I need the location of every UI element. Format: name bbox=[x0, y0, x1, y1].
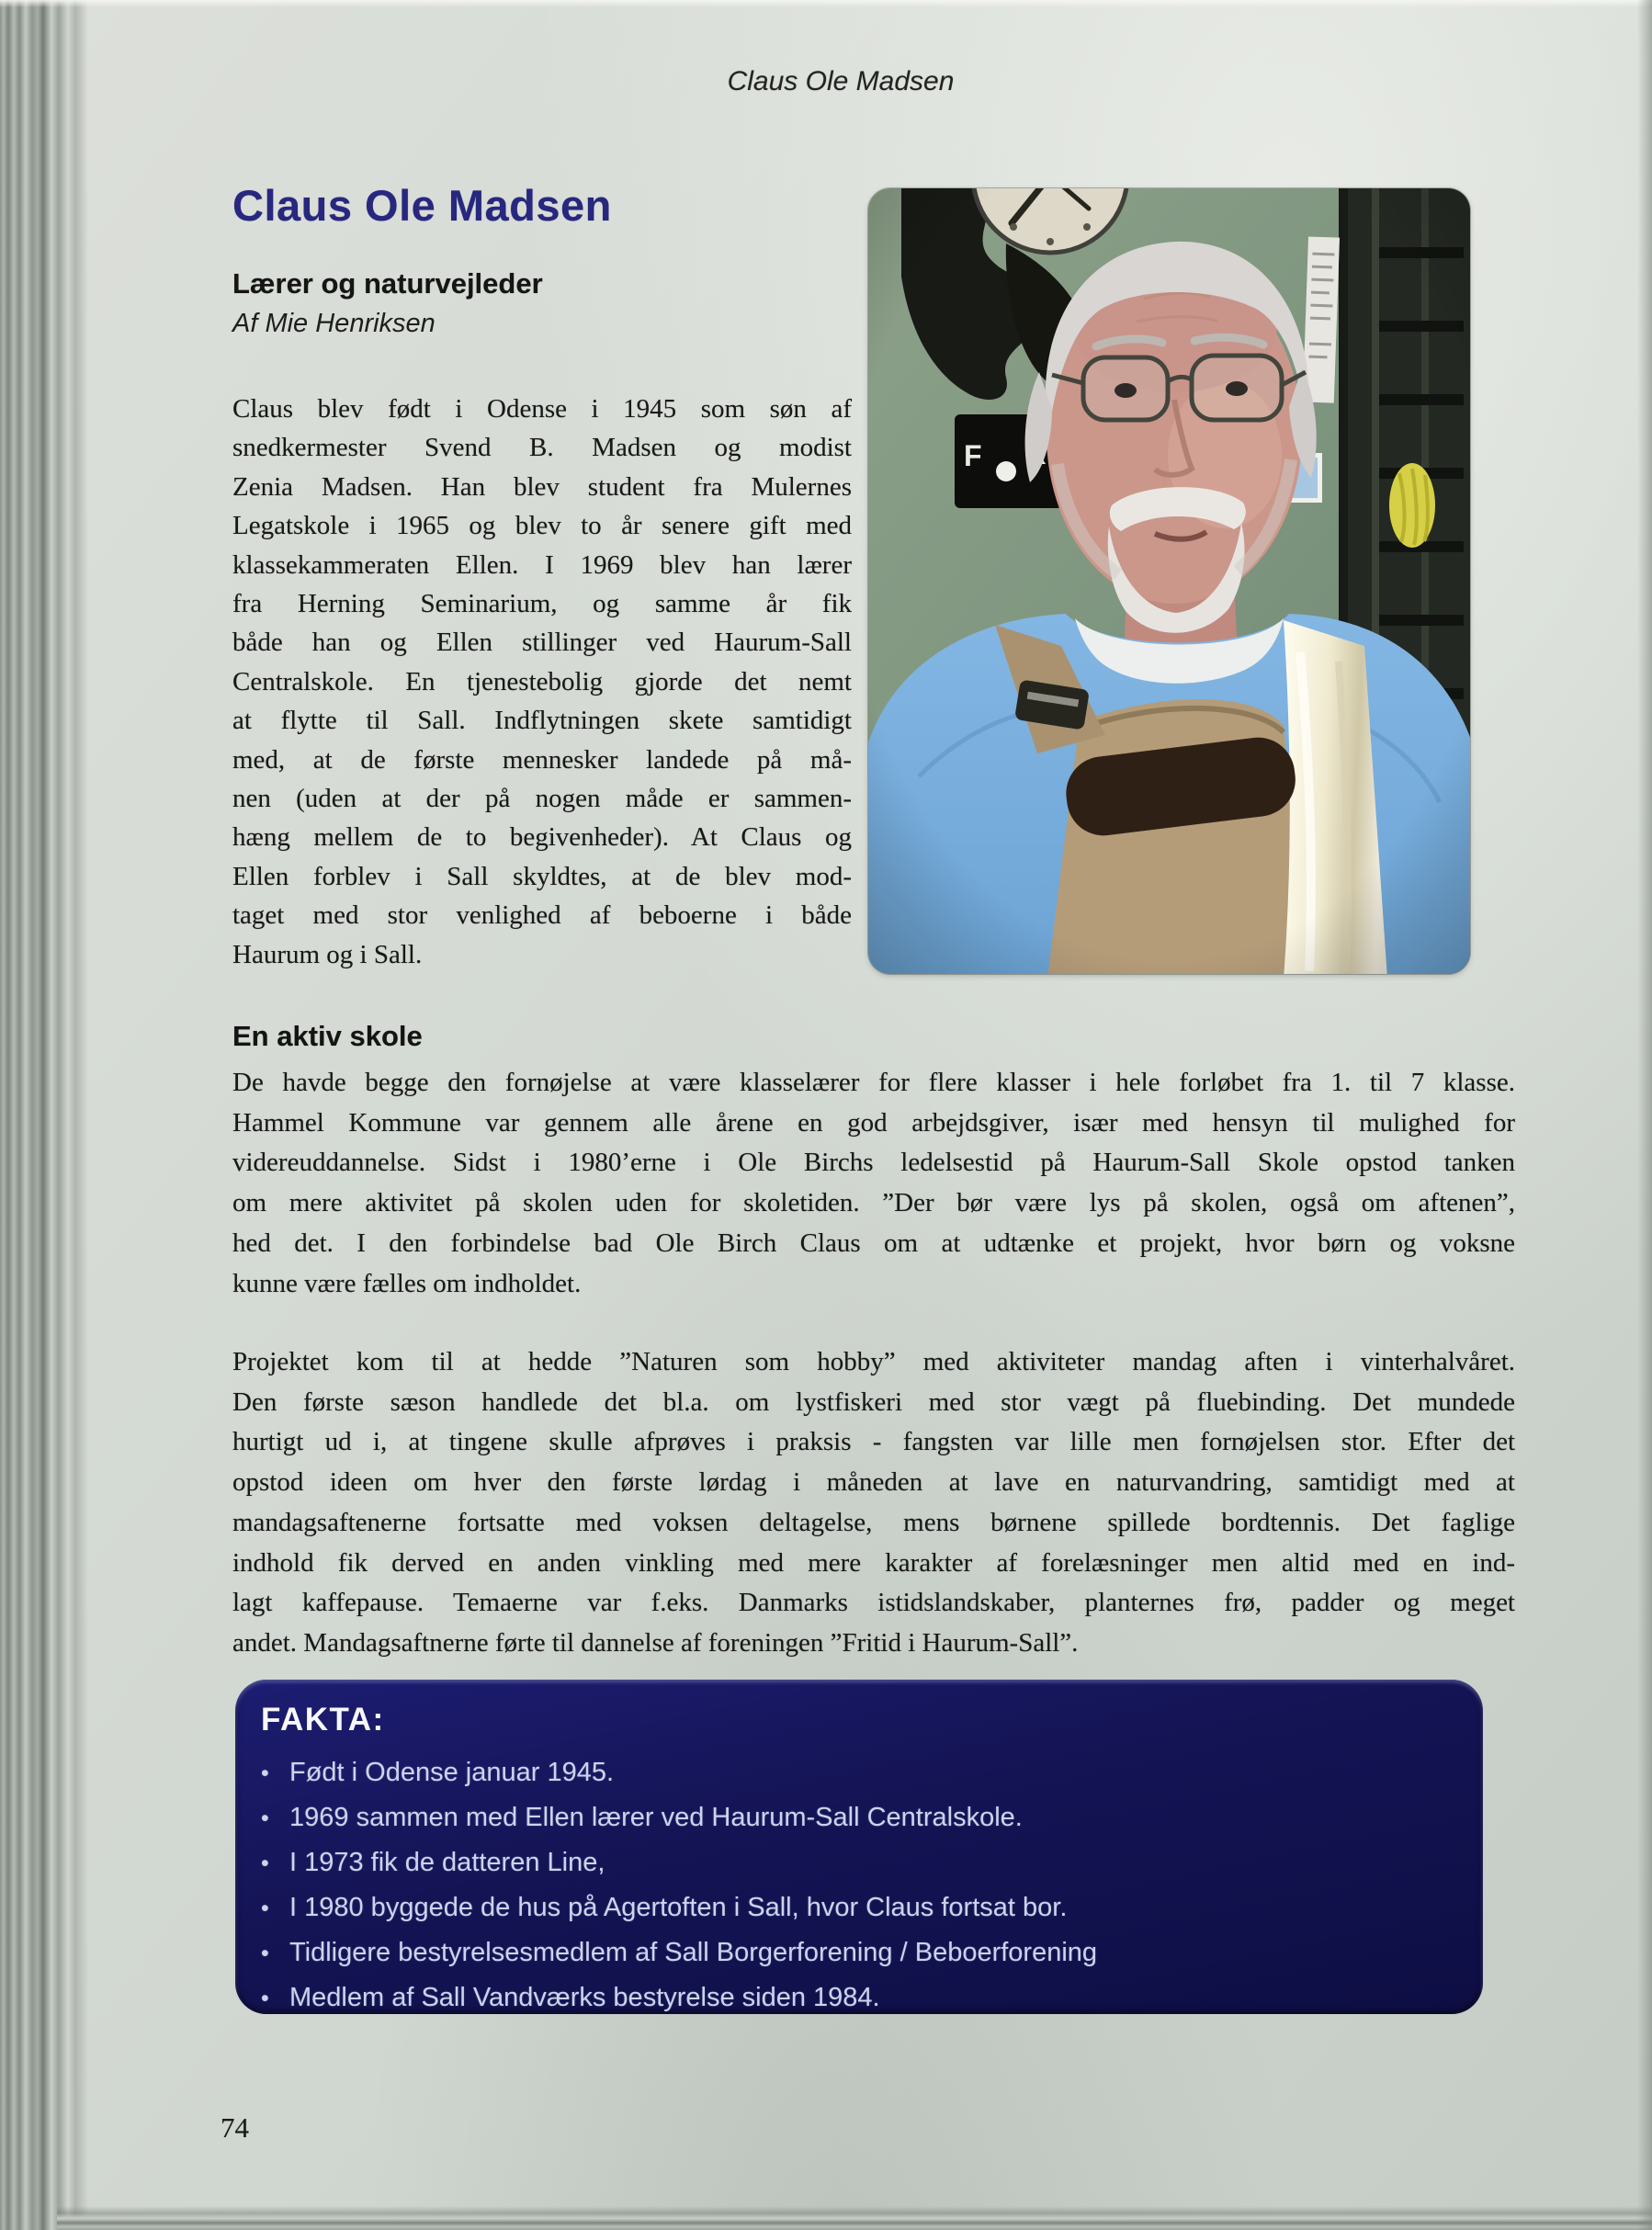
page-top-edge bbox=[0, 0, 1652, 7]
fakta-heading: FAKTA: bbox=[261, 1702, 385, 1738]
text-line: hurtigt ud i, at tingene skulle afprøves i praksis - fangsten var lille men fornøjelsen stor. Efter det bbox=[232, 1427, 1515, 1457]
text-line: Ellen forblev i Sall skyldtes, at de blev mod- bbox=[232, 861, 852, 891]
text-line: at flytte til Sall. Indflytningen skete samtidigt bbox=[232, 706, 852, 736]
binding-gutter bbox=[0, 0, 88, 2230]
fakta-item bbox=[261, 1750, 1446, 1795]
fakta-list bbox=[261, 1750, 1446, 2021]
article-title: Claus Ole Madsen bbox=[232, 181, 612, 230]
text-line: nen (uden at der på nogen måde er sammen- bbox=[232, 784, 852, 814]
text-line: både han og Ellen stillinger ved Haurum-Sall bbox=[232, 628, 852, 658]
text-line: lagt kaffepause. Temaerne var f.eks. Danmarks istidslandskaber, planternes frø, padder og meget bbox=[232, 1588, 1515, 1618]
bullet-icon: • bbox=[261, 1896, 269, 1921]
text-line: Projektet kom til at hedde ”Naturen som hobby” med aktiviteter mandag aften i vinterhalvåret. bbox=[232, 1347, 1515, 1376]
text-line: opstod ideen om hver den første lørdag i måneden at lave en naturvandring, samtidigt med at bbox=[232, 1467, 1515, 1498]
fakta-item bbox=[261, 1975, 1446, 2021]
text-line: kunne være fælles om indholdet. bbox=[232, 1268, 582, 1298]
fakta-item-text: Født i Odense januar 1945. bbox=[289, 1758, 615, 1787]
text-line: klassekammeraten Ellen. I 1969 blev han lærer bbox=[232, 549, 852, 580]
fakta-item bbox=[261, 1795, 1446, 1840]
bullet-icon: • bbox=[261, 1941, 269, 1966]
text-line: Haurum og i Sall. bbox=[232, 939, 423, 969]
fakta-item-text: Medlem af Sall Vandværks bestyrelse siden 1984. bbox=[289, 1983, 880, 2012]
text-line: andet. Mandagsaftnerne førte til dannelse af foreningen ”Fritid i Haurum-Sall”. bbox=[232, 1627, 1079, 1658]
article-subtitle: Lærer og naturvejleder bbox=[232, 267, 543, 300]
fakta-item-text: Tidligere bestyrelsesmedlem af Sall Borgerforening / Beboerforening bbox=[289, 1938, 1098, 1967]
text-line: med, at de første mennesker landede på må- bbox=[232, 744, 852, 775]
fakta-item-text: I 1980 byggede de hus på Agertoften i Sall, hvor Claus fortsat bor. bbox=[289, 1893, 1068, 1922]
portrait-illustration bbox=[868, 188, 1470, 974]
bullet-icon: • bbox=[261, 1986, 269, 2011]
fakta-item bbox=[261, 1930, 1446, 1975]
text-line: Centralskole. En tjenestebolig gjorde det nemt bbox=[232, 666, 852, 696]
bullet-icon: • bbox=[261, 1760, 269, 1786]
page-bottom-edge bbox=[57, 2206, 1652, 2230]
page-number: 74 bbox=[221, 2111, 249, 2144]
photo-vignette bbox=[868, 188, 1470, 974]
intro-paragraph bbox=[232, 390, 852, 974]
portrait-photo bbox=[868, 188, 1470, 974]
text-line: Zenia Madsen. Han blev student fra Mulernes bbox=[232, 471, 852, 502]
section-heading: En aktiv skole bbox=[232, 1020, 423, 1052]
fakta-item bbox=[261, 1885, 1446, 1930]
body-paragraph-1 bbox=[232, 1063, 1515, 1304]
text-line: videreuddannelse. Sidst i 1980’erne i Ole Birchs ledelsestid på Haurum-Sall Skole opstod tanken bbox=[232, 1148, 1515, 1178]
text-line: mandagsaftenerne fortsatte med voksen deltagelse, mens børnene spillede bordtennis. Det faglige bbox=[232, 1507, 1515, 1537]
bullet-icon: • bbox=[261, 1851, 269, 1876]
page-right-edge bbox=[1637, 0, 1652, 2230]
fakta-box bbox=[235, 1680, 1483, 2014]
fakta-item-text: 1969 sammen med Ellen lærer ved Haurum-Sall Centralskole. bbox=[289, 1803, 1023, 1832]
text-line: Hammel Kommune var gennem alle årene en god arbejdsgiver, især med hensyn til mulighed for bbox=[232, 1107, 1515, 1138]
bullet-icon: • bbox=[261, 1806, 269, 1831]
byline: Af Mie Henriksen bbox=[232, 309, 436, 338]
fakta-item bbox=[261, 1840, 1446, 1885]
text-line: taget med stor venlighed af beboerne i både bbox=[232, 900, 852, 931]
text-line: hed det. I den forbindelse bad Ole Birch Claus om at udtænke et projekt, hvor børn og voksne bbox=[232, 1228, 1515, 1258]
text-line: De havde begge den fornøjelse at være klasselærer for flere klasser i hele forløbet fra 1. til 7 klasse. bbox=[232, 1068, 1515, 1097]
text-line: om mere aktivitet på skolen uden for skoletiden. ”Der bør være lys på skolen, også om aftenen”, bbox=[232, 1188, 1515, 1218]
body-paragraph-2 bbox=[232, 1342, 1515, 1664]
fakta-item-text: I 1973 fik de datteren Line, bbox=[289, 1848, 605, 1877]
text-line: fra Herning Seminarium, og samme år fik bbox=[232, 589, 852, 619]
running-header: Claus Ole Madsen bbox=[727, 66, 955, 96]
text-line: Legatskole i 1965 og blev to år senere gift med bbox=[232, 511, 852, 541]
text-line: hæng mellem de to begivenheder). At Claus og bbox=[232, 822, 852, 853]
text-line: Claus blev født i Odense i 1945 som søn af bbox=[232, 394, 852, 424]
text-line: Den første sæson handlede det bl.a. om lystfiskeri med stor vægt på fluebinding. Det mundede bbox=[232, 1387, 1515, 1417]
text-line: snedkermester Svend B. Madsen og modist bbox=[232, 433, 852, 463]
text-line: indhold fik derved en anden vinkling med mere karakter af forelæsninger men altid med en ind- bbox=[232, 1547, 1515, 1578]
